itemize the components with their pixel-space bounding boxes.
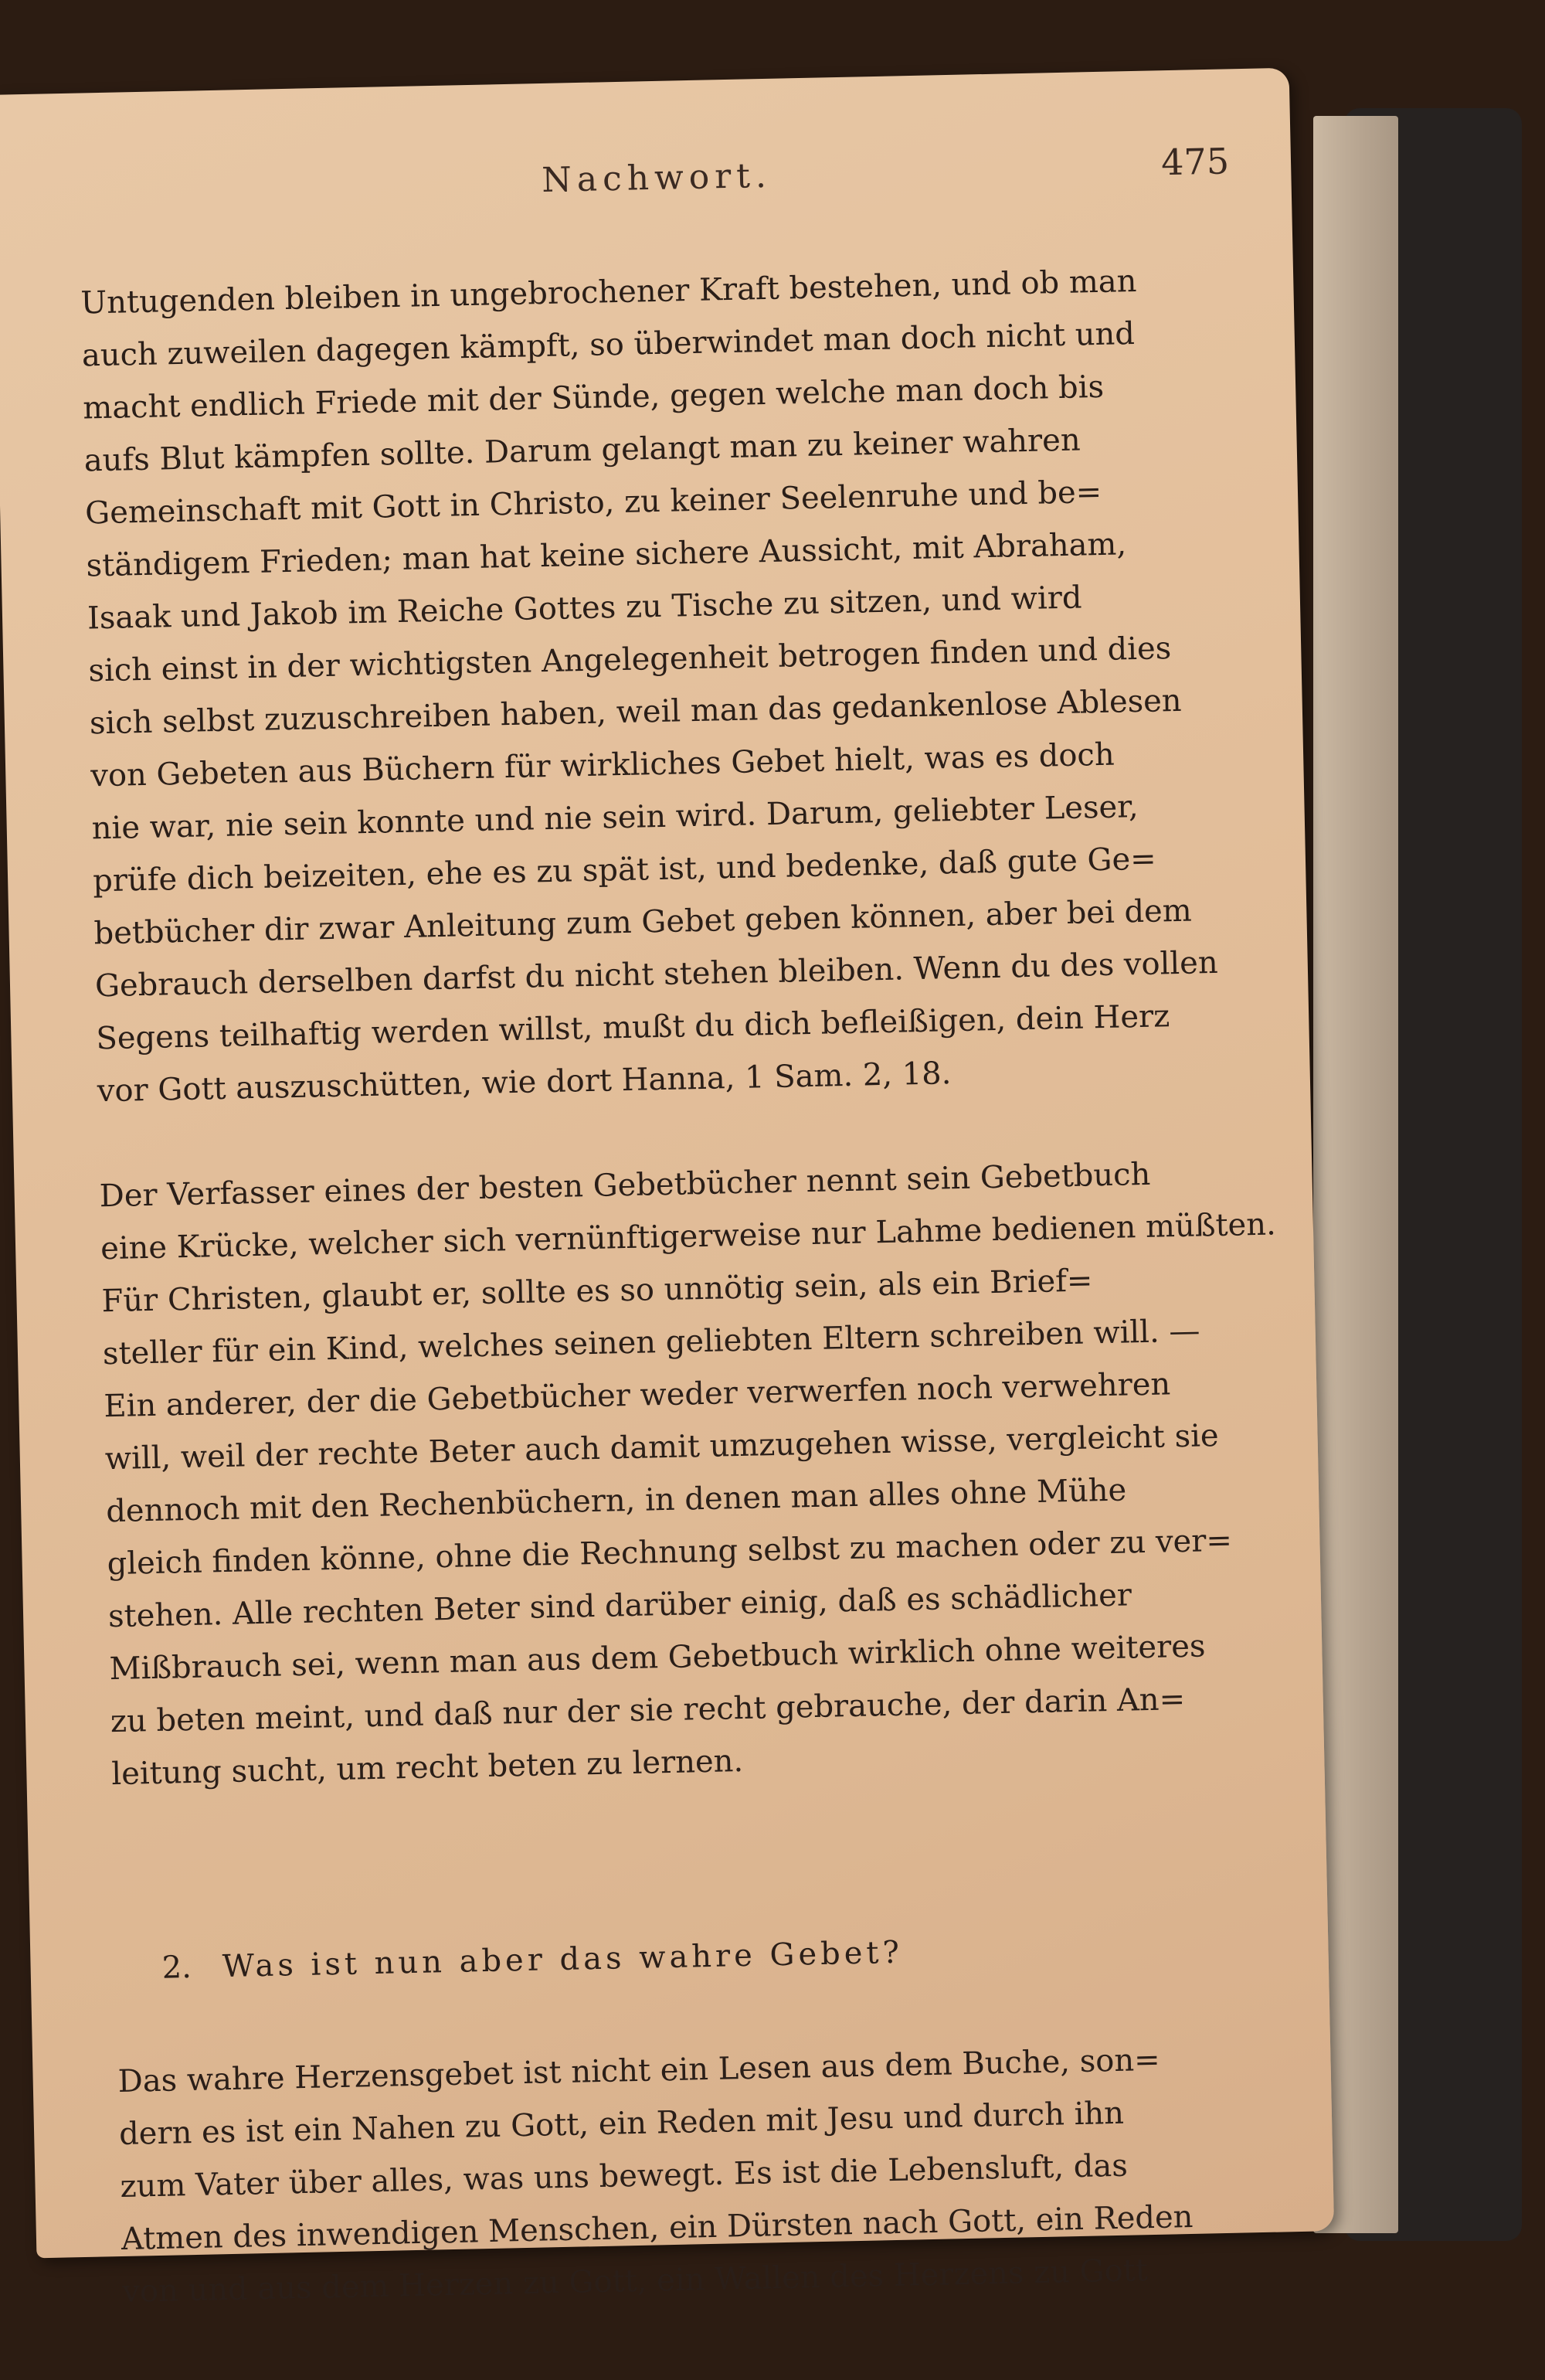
paragraph: Das wahre Herzensgebet ist nicht ein Lesen aus dem Buche, son= dern es ist ein Nahen zu Gott, ein Reden mit Jesu und durch ihn zum Vater über alles, was uns bewegt. Es ist die Lebensluft, das Atmen des inwendigen Menschen, ein Dürsten nach Gott, ein Reden von und aus dem Herzen zu Gott, ein Wallen des Herzens zu Gott [117,2042,1194,2310]
body-text [79,199,1329,2371]
section-title: Was ist nun aber das wahre Gebet? [222,1934,904,1985]
paragraph: Der Verfasser eines der besten Gebetbücher nennt sein Gebetbuch eine Krücke, welcher sich vernünftigerweise nur Lahme bedienen müßten. Für Christen, glaubt er, sollte es so unnötig sein, als ein Brief= steller für ein Kind, welches seinen geliebten Eltern schreiben will. — Ein anderer, der die Gebetbücher weder verwerfen noch verwehren will, weil der rechte Beter auch damit umzugehen wisse, vergleicht sie dennoch mit den Rechenbüchern, in denen man alles ohne Mühe gleich finden könne, ohne die Rechnung selbst zu machen oder zu ver= stehen. Alle rechten Beter sind darüber einig, daß es schädlicher Mißbrauch sei, wenn man aus dem Gebetbuch wirklich ohne weiteres zu beten meint, und daß nur der sie recht gebrauche, der darin An= leitung sucht, um recht beten zu lernen. [99,1156,1277,1793]
paragraph: Untugenden bleiben in ungebrochener Kraft bestehen, und ob man auch zuweilen dagegen kämpft, so überwindet man doch nicht und macht endlich Friede mit der Sünde, gegen welche man doch bis aufs Blut kämpfen sollte. Darum gelangt man zu keiner wahren Gemeinschaft mit Gott in Christo, zu keiner Seelenruhe und be= ständigem Frieden; man hat keine sichere Aussicht, mit Abraham, Isaak und Jakob im Reiche Gottes zu Tische zu sitzen, und wird sich einst in der wichtigsten Angelegenheit betrogen finden und dies sich selbst zuzuschreiben haben, weil man das gedankenlose Ablesen von Gebeten aus Büchern für wirkliches Gebet hielt, was es doch nie war, nie sein konnte und nie sein wird. Darum, geliebter Leser, prüfe dich beizeiten, ehe es zu spät ist, und bedenke, daß gute Ge= betbücher dir zwar Anleitung zum Gebet geben können, aber bei dem Gebrauch derselben darfst du nicht stehen bleiben. Wenn du des vollen Segens teilhaftig werden willst, mußt du dich befleißigen, dein Herz vor Gott auszuschütten, wie dort Hanna, 1 Sam. 2, 18. [80,263,1219,1110]
section-number: 2. [161,1950,192,1986]
section-heading [161,1865,1322,1994]
book-page [0,68,1334,2310]
page-number: 475 [1160,140,1230,184]
page-content [77,114,1329,2371]
running-head-title: Nachwort. [541,155,772,200]
